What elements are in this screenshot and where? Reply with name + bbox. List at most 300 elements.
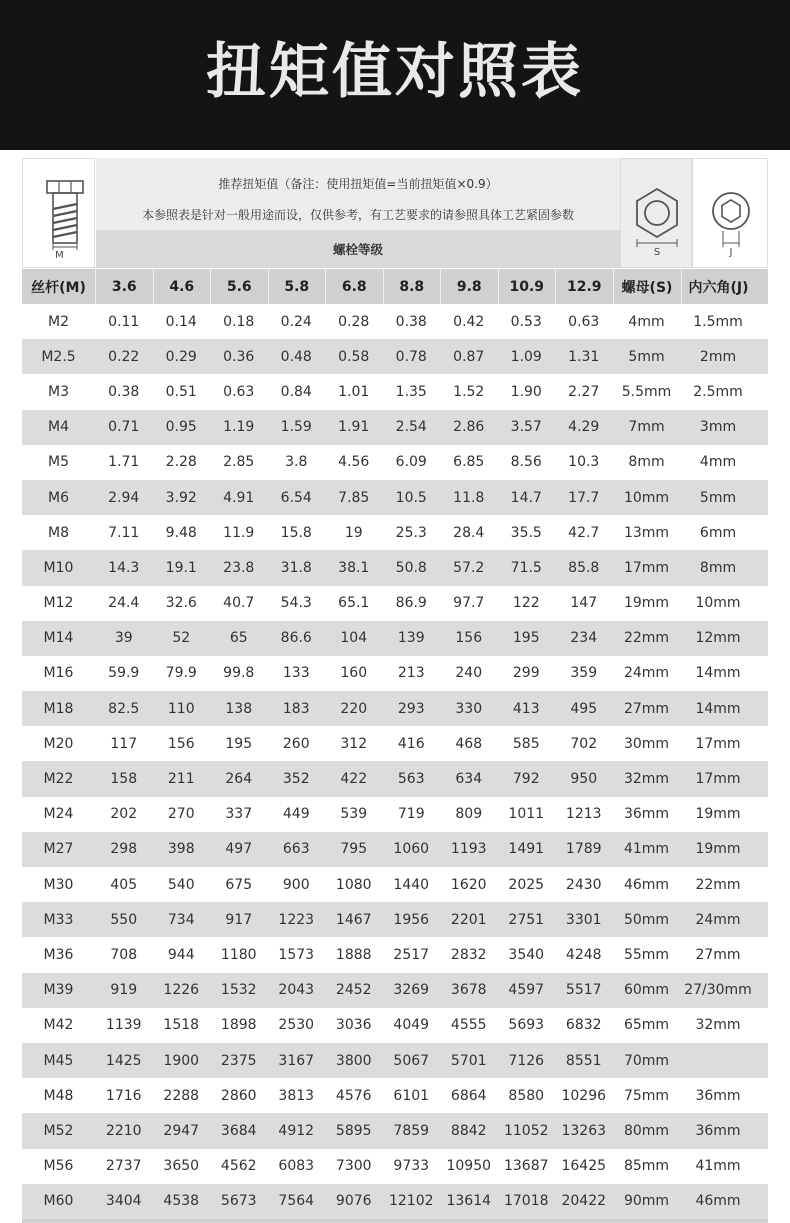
- torque-value-cell: 0.84: [280, 383, 312, 400]
- hex-size-cell: 3mm: [699, 419, 737, 436]
- hex-size-cell: 27/30mm: [684, 982, 752, 999]
- torque-value-cell: 25.3: [395, 524, 427, 541]
- nut-size-cell: 22mm: [623, 630, 670, 647]
- table-header-row: [22, 269, 768, 304]
- torque-value-cell: 0.78: [395, 348, 427, 365]
- nut-size-cell: 5.5mm: [621, 383, 672, 400]
- torque-value-cell: 0.48: [280, 348, 312, 365]
- torque-value-cell: 3678: [450, 982, 487, 999]
- torque-value-cell: 11052: [503, 1122, 549, 1139]
- torque-value-cell: 299: [512, 665, 540, 682]
- torque-value-cell: 719: [397, 806, 425, 823]
- torque-value-cell: 240: [455, 665, 483, 682]
- hex-size-cell: 17mm: [695, 771, 741, 788]
- torque-value-cell: 15.8: [280, 524, 312, 541]
- torque-value-cell: 2043: [278, 982, 315, 999]
- torque-value-cell: 398: [167, 841, 195, 858]
- thread-size-cell: M52: [43, 1122, 74, 1139]
- table-row: [22, 797, 768, 832]
- torque-value-cell: 211: [167, 771, 195, 788]
- column-header: 内六角(J): [681, 269, 756, 304]
- torque-value-cell: 1.31: [568, 348, 600, 365]
- torque-value-cell: 3404: [105, 1193, 142, 1210]
- torque-value-cell: 1789: [565, 841, 602, 858]
- table-row: [22, 586, 768, 621]
- torque-value-cell: 3.57: [510, 419, 542, 436]
- torque-value-cell: 35.5: [510, 524, 542, 541]
- nut-size-cell: 90mm: [623, 1193, 670, 1210]
- table-row: [22, 691, 768, 726]
- torque-value-cell: 12102: [388, 1193, 434, 1210]
- torque-value-cell: 213: [397, 665, 425, 682]
- torque-value-cell: 6083: [278, 1158, 315, 1175]
- nut-icon-cell: [620, 158, 692, 268]
- torque-value-cell: 1956: [393, 911, 430, 928]
- torque-value-cell: 4597: [508, 982, 545, 999]
- table-row: [22, 656, 768, 691]
- hex-size-cell: 2mm: [699, 348, 737, 365]
- torque-value-cell: 1.01: [338, 383, 370, 400]
- torque-value-cell: 6.85: [453, 454, 485, 471]
- torque-value-cell: 99.8: [223, 665, 255, 682]
- hex-size-cell: 36mm: [695, 1087, 741, 1104]
- nut-size-cell: 19mm: [623, 595, 670, 612]
- torque-value-cell: 17.7: [568, 489, 600, 506]
- torque-value-cell: 900: [282, 876, 310, 893]
- torque-value-cell: 1060: [393, 841, 430, 858]
- torque-value-cell: 1898: [220, 1017, 257, 1034]
- table-row: [22, 1078, 768, 1113]
- thread-size-cell: M16: [43, 665, 74, 682]
- torque-value-cell: 183: [282, 700, 310, 717]
- torque-value-cell: 809: [455, 806, 483, 823]
- thread-size-cell: M5: [48, 454, 69, 471]
- torque-value-cell: 1573: [278, 946, 315, 963]
- hex-size-cell: 12mm: [695, 630, 741, 647]
- torque-value-cell: 52: [172, 630, 191, 647]
- torque-value-cell: 0.38: [108, 383, 140, 400]
- torque-value-cell: 50.8: [395, 559, 427, 576]
- column-header: 5.6: [210, 269, 268, 304]
- thread-size-cell: M30: [43, 876, 74, 893]
- column-header: 4.6: [153, 269, 211, 304]
- torque-value-cell: 5067: [393, 1052, 430, 1069]
- torque-value-cell: 539: [340, 806, 368, 823]
- table-row: [22, 1043, 768, 1078]
- torque-value-cell: 13614: [446, 1193, 492, 1210]
- torque-value-cell: 11.8: [453, 489, 485, 506]
- torque-value-cell: 2452: [335, 982, 372, 999]
- hex-size-cell: 27mm: [695, 946, 741, 963]
- torque-value-cell: 3684: [220, 1122, 257, 1139]
- table-row: [22, 339, 768, 374]
- disclaimer-note: 本参照表是针对一般用途而设，仅供参考，有工艺要求的请参照具体工艺紧固参数: [141, 208, 574, 222]
- hex-size-cell: 46mm: [695, 1193, 741, 1210]
- torque-value-cell: 31.8: [280, 559, 312, 576]
- torque-value-cell: 919: [110, 982, 138, 999]
- hex-size-cell: [681, 1043, 756, 1078]
- torque-value-cell: 468: [455, 735, 483, 752]
- torque-value-cell: 23.8: [223, 559, 255, 576]
- torque-value-cell: 1011: [508, 806, 545, 823]
- hex-size-cell: 41mm: [695, 1158, 741, 1175]
- torque-value-cell: 20422: [561, 1193, 607, 1210]
- table-row: [22, 726, 768, 761]
- torque-value-cell: 2832: [450, 946, 487, 963]
- torque-sheet: [22, 158, 768, 1223]
- column-header: 5.8: [268, 269, 326, 304]
- torque-value-cell: 405: [110, 876, 138, 893]
- torque-value-cell: 2947: [163, 1122, 200, 1139]
- torque-value-cell: 359: [570, 665, 598, 682]
- torque-value-cell: 293: [397, 700, 425, 717]
- torque-value-cell: 38.1: [338, 559, 370, 576]
- thread-size-cell: M48: [43, 1087, 74, 1104]
- hex-size-cell: 5mm: [699, 489, 737, 506]
- torque-value-cell: 734: [167, 911, 195, 928]
- torque-value-cell: 160: [340, 665, 368, 682]
- torque-value-cell: 0.63: [568, 313, 600, 330]
- thread-size-cell: M20: [43, 735, 74, 752]
- torque-value-cell: 2025: [508, 876, 545, 893]
- hex-size-cell: 4mm: [699, 454, 737, 471]
- table-row: [22, 515, 768, 550]
- table-row: [22, 973, 768, 1008]
- torque-value-cell: 2530: [278, 1017, 315, 1034]
- torque-value-cell: 675: [225, 876, 253, 893]
- torque-value-cell: 14.7: [510, 489, 542, 506]
- column-header: 丝杆(M): [31, 279, 86, 296]
- torque-value-cell: 2375: [220, 1052, 257, 1069]
- table-row: [22, 480, 768, 515]
- torque-value-cell: 2.85: [223, 454, 255, 471]
- torque-value-cell: 0.24: [280, 313, 312, 330]
- torque-value-cell: 0.11: [108, 313, 140, 330]
- torque-value-cell: 917: [225, 911, 253, 928]
- hex-size-cell: 6mm: [699, 524, 737, 541]
- torque-value-cell: 337: [225, 806, 253, 823]
- torque-value-cell: 71.5: [510, 559, 542, 576]
- torque-value-cell: 0.22: [108, 348, 140, 365]
- torque-value-cell: 17018: [503, 1193, 549, 1210]
- torque-value-cell: 4.56: [338, 454, 370, 471]
- torque-value-cell: 1.90: [510, 383, 542, 400]
- torque-value-cell: 9076: [335, 1193, 372, 1210]
- torque-value-cell: 14.3: [108, 559, 140, 576]
- torque-value-cell: 0.38: [395, 313, 427, 330]
- torque-value-cell: 2.54: [395, 419, 427, 436]
- nut-size-cell: 41mm: [623, 841, 670, 858]
- torque-value-cell: 19.1: [165, 559, 197, 576]
- torque-value-cell: 702: [570, 735, 598, 752]
- torque-value-cell: 4.91: [223, 489, 255, 506]
- table-row: [22, 867, 768, 902]
- torque-value-cell: 85.8: [568, 559, 600, 576]
- torque-value-cell: 2860: [220, 1087, 257, 1104]
- torque-value-cell: 944: [167, 946, 195, 963]
- torque-value-cell: 634: [455, 771, 483, 788]
- torque-value-cell: 0.58: [338, 348, 370, 365]
- torque-value-cell: 1532: [220, 982, 257, 999]
- torque-value-cell: 2.94: [108, 489, 140, 506]
- table-row: [22, 937, 768, 972]
- torque-value-cell: 1.91: [338, 419, 370, 436]
- bolt-grade-label: 螺栓等级: [96, 230, 620, 268]
- nut-size-cell: 50mm: [623, 911, 670, 928]
- torque-value-cell: 156: [167, 735, 195, 752]
- thread-size-cell: M10: [43, 559, 74, 576]
- hex-size-cell: 32mm: [695, 1017, 741, 1034]
- torque-value-cell: 19: [344, 524, 363, 541]
- thread-size-cell: M4: [48, 419, 69, 436]
- torque-value-cell: 7.85: [338, 489, 370, 506]
- thread-size-cell: M3: [48, 383, 69, 400]
- bolt-icon-cell: [22, 158, 95, 268]
- thread-size-cell: M2: [48, 313, 69, 330]
- torque-value-cell: 117: [110, 735, 138, 752]
- hex-size-cell: 19mm: [695, 841, 741, 858]
- hex-size-cell: 19mm: [695, 806, 741, 823]
- torque-value-cell: 3.8: [285, 454, 308, 471]
- torque-value-cell: 0.63: [223, 383, 255, 400]
- torque-value-cell: 4576: [335, 1087, 372, 1104]
- torque-value-cell: 7859: [393, 1122, 430, 1139]
- torque-value-cell: 312: [340, 735, 368, 752]
- hex-size-cell: 1.5mm: [693, 313, 743, 330]
- title-banner: [0, 0, 790, 150]
- table-row: [22, 410, 768, 445]
- hex-size-cell: 36mm: [695, 1122, 741, 1139]
- torque-value-cell: 1440: [393, 876, 430, 893]
- torque-value-cell: 264: [225, 771, 253, 788]
- column-header: 12.9: [555, 269, 613, 304]
- torque-table: [22, 269, 768, 1219]
- torque-value-cell: 708: [110, 946, 138, 963]
- hex-socket-icon-cell: [692, 158, 768, 268]
- torque-value-cell: 0.42: [453, 313, 485, 330]
- hex-size-cell: 17mm: [695, 735, 741, 752]
- torque-value-cell: 86.6: [280, 630, 312, 647]
- torque-value-cell: 2.86: [453, 419, 485, 436]
- torque-value-cell: 9.48: [165, 524, 197, 541]
- torque-value-cell: 8580: [508, 1087, 545, 1104]
- torque-value-cell: 3301: [565, 911, 602, 928]
- torque-value-cell: 24.4: [108, 595, 140, 612]
- nut-size-cell: 24mm: [623, 665, 670, 682]
- header-notes: [96, 158, 620, 268]
- hex-size-cell: 14mm: [695, 700, 741, 717]
- thread-size-cell: M42: [43, 1017, 74, 1034]
- torque-value-cell: 4049: [393, 1017, 430, 1034]
- torque-value-cell: 6101: [393, 1087, 430, 1104]
- torque-value-cell: 1080: [335, 876, 372, 893]
- torque-value-cell: 4912: [278, 1122, 315, 1139]
- table-row: [22, 445, 768, 480]
- torque-value-cell: 5693: [508, 1017, 545, 1034]
- nut-size-cell: 85mm: [623, 1158, 670, 1175]
- nut-size-cell: 10mm: [623, 489, 670, 506]
- torque-value-cell: 1.52: [453, 383, 485, 400]
- torque-value-cell: 10296: [561, 1087, 607, 1104]
- torque-value-cell: 13263: [561, 1122, 607, 1139]
- torque-value-cell: 495: [570, 700, 598, 717]
- torque-value-cell: 6.54: [280, 489, 312, 506]
- thread-size-cell: M22: [43, 771, 74, 788]
- nut-size-cell: 65mm: [623, 1017, 670, 1034]
- torque-value-cell: 195: [512, 630, 540, 647]
- torque-value-cell: 4555: [450, 1017, 487, 1034]
- thread-size-cell: M18: [43, 700, 74, 717]
- table-row: [22, 621, 768, 656]
- table-row: [22, 1184, 768, 1219]
- torque-value-cell: 0.51: [165, 383, 197, 400]
- torque-value-cell: 663: [282, 841, 310, 858]
- thread-size-cell: M36: [43, 946, 74, 963]
- thread-size-cell: M39: [43, 982, 74, 999]
- torque-value-cell: 260: [282, 735, 310, 752]
- torque-value-cell: 0.18: [223, 313, 255, 330]
- torque-value-cell: 1180: [220, 946, 257, 963]
- torque-value-cell: 0.29: [165, 348, 197, 365]
- torque-value-cell: 0.95: [165, 419, 197, 436]
- torque-value-cell: 2.27: [568, 383, 600, 400]
- torque-value-cell: 585: [512, 735, 540, 752]
- nut-size-cell: 17mm: [623, 559, 670, 576]
- torque-value-cell: 449: [282, 806, 310, 823]
- nut-size-cell: 7mm: [628, 419, 665, 436]
- torque-value-cell: 1620: [450, 876, 487, 893]
- torque-value-cell: 1467: [335, 911, 372, 928]
- nut-size-cell: 80mm: [623, 1122, 670, 1139]
- torque-value-cell: 147: [570, 595, 598, 612]
- table-bottom-border: [22, 1219, 768, 1223]
- torque-value-cell: 3036: [335, 1017, 372, 1034]
- torque-value-cell: 4538: [163, 1193, 200, 1210]
- torque-value-cell: 2288: [163, 1087, 200, 1104]
- torque-value-cell: 97.7: [453, 595, 485, 612]
- nut-icon-label: S: [653, 247, 661, 258]
- torque-value-cell: 1226: [163, 982, 200, 999]
- thread-size-cell: M8: [48, 524, 69, 541]
- torque-value-cell: 4248: [565, 946, 602, 963]
- hex-size-cell: 24mm: [695, 911, 741, 928]
- torque-value-cell: 416: [397, 735, 425, 752]
- bolt-icon-label: M: [55, 250, 64, 261]
- torque-value-cell: 13687: [503, 1158, 549, 1175]
- torque-value-cell: 5895: [335, 1122, 372, 1139]
- torque-value-cell: 133: [282, 665, 310, 682]
- table-row: [22, 1113, 768, 1148]
- table-row: [22, 761, 768, 796]
- nut-size-cell: 36mm: [623, 806, 670, 823]
- torque-value-cell: 5673: [220, 1193, 257, 1210]
- torque-value-cell: 86.9: [395, 595, 427, 612]
- torque-value-cell: 156: [455, 630, 483, 647]
- torque-value-cell: 220: [340, 700, 368, 717]
- torque-value-cell: 158: [110, 771, 138, 788]
- torque-value-cell: 42.7: [568, 524, 600, 541]
- recommended-torque-note: 推荐扭矩值（备注：使用扭矩值=当前扭矩值×0.9）: [218, 177, 498, 191]
- torque-value-cell: 1.19: [223, 419, 255, 436]
- torque-value-cell: 6.09: [395, 454, 427, 471]
- hex-size-cell: 22mm: [695, 876, 741, 893]
- torque-value-cell: 413: [512, 700, 540, 717]
- torque-value-cell: 6832: [565, 1017, 602, 1034]
- torque-value-cell: 28.4: [453, 524, 485, 541]
- torque-value-cell: 82.5: [108, 700, 140, 717]
- torque-value-cell: 202: [110, 806, 138, 823]
- torque-value-cell: 40.7: [223, 595, 255, 612]
- nut-size-cell: 27mm: [623, 700, 670, 717]
- torque-value-cell: 2201: [450, 911, 487, 928]
- thread-size-cell: M33: [43, 911, 74, 928]
- torque-value-cell: 5517: [565, 982, 602, 999]
- torque-value-cell: 792: [512, 771, 540, 788]
- torque-value-cell: 1213: [565, 806, 602, 823]
- nut-size-cell: 30mm: [623, 735, 670, 752]
- thread-size-cell: M27: [43, 841, 74, 858]
- hex-size-cell: 10mm: [695, 595, 741, 612]
- torque-value-cell: 10.5: [395, 489, 427, 506]
- torque-value-cell: 59.9: [108, 665, 140, 682]
- torque-value-cell: 422: [340, 771, 368, 788]
- column-header: 6.8: [325, 269, 383, 304]
- torque-value-cell: 8.56: [510, 454, 542, 471]
- column-header: 8.8: [383, 269, 441, 304]
- torque-value-cell: 2430: [565, 876, 602, 893]
- torque-value-cell: 1518: [163, 1017, 200, 1034]
- table-row: [22, 1008, 768, 1043]
- torque-value-cell: 1.71: [108, 454, 140, 471]
- torque-value-cell: 0.36: [223, 348, 255, 365]
- thread-size-cell: M6: [48, 489, 69, 506]
- torque-value-cell: 234: [570, 630, 598, 647]
- hex-size-cell: 14mm: [695, 665, 741, 682]
- torque-value-cell: 65: [229, 630, 248, 647]
- torque-value-cell: 2.28: [165, 454, 197, 471]
- torque-value-cell: 2517: [393, 946, 430, 963]
- page-title: 扭矩值对照表: [206, 37, 584, 107]
- torque-value-cell: 1491: [508, 841, 545, 858]
- torque-value-cell: 8551: [565, 1052, 602, 1069]
- torque-value-cell: 0.53: [510, 313, 542, 330]
- torque-value-cell: 950: [570, 771, 598, 788]
- hex-icon-label: J: [729, 247, 733, 258]
- torque-value-cell: 270: [167, 806, 195, 823]
- column-header: 10.9: [498, 269, 556, 304]
- table-row: [22, 902, 768, 937]
- torque-value-cell: 5701: [450, 1052, 487, 1069]
- nut-size-cell: 32mm: [623, 771, 670, 788]
- table-row: [22, 304, 768, 339]
- torque-value-cell: 497: [225, 841, 253, 858]
- torque-value-cell: 54.3: [280, 595, 312, 612]
- torque-value-cell: 195: [225, 735, 253, 752]
- torque-value-cell: 138: [225, 700, 253, 717]
- torque-value-cell: 79.9: [165, 665, 197, 682]
- torque-value-cell: 1900: [163, 1052, 200, 1069]
- thread-size-cell: M60: [43, 1193, 74, 1210]
- torque-value-cell: 3813: [278, 1087, 315, 1104]
- torque-value-cell: 2737: [105, 1158, 142, 1175]
- thread-size-cell: M24: [43, 806, 74, 823]
- torque-value-cell: 65.1: [338, 595, 370, 612]
- torque-value-cell: 1425: [105, 1052, 142, 1069]
- table-row: [22, 1149, 768, 1184]
- torque-value-cell: 298: [110, 841, 138, 858]
- thread-size-cell: M2.5: [41, 348, 76, 365]
- torque-value-cell: 10950: [446, 1158, 492, 1175]
